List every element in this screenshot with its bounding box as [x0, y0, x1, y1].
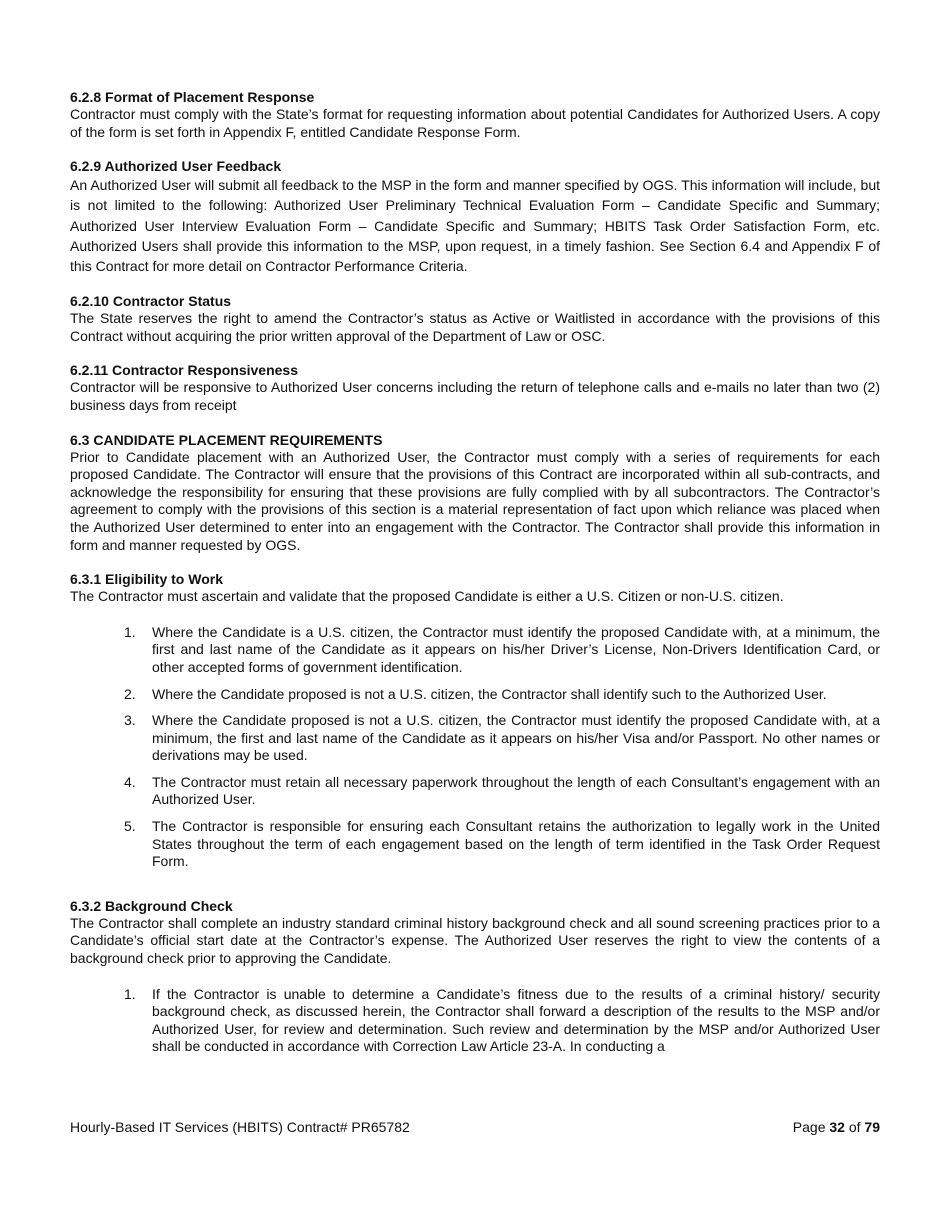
- section-body: The Contractor shall complete an industry standard criminal history background check and all sound screening practices prior to a Candidate’s official start date at the Contractor’s expense. The Authorized User reserves the right to view the contents of a background check prior to approving the Candidate.: [70, 914, 880, 967]
- section-body: Contractor must comply with the State’s format for requesting information about potential Candidates for Authorized Users. A copy of the form is set forth in Appendix F, entitled Candidate Response Form.: [70, 106, 880, 140]
- list-item: [70, 818, 880, 871]
- section-body: The State reserves the right to amend the Contractor’s status as Active or Waitlisted in accordance with the provisions of this Contract without acquiring the prior written approval of the Department of Law or OSC.: [70, 310, 880, 344]
- section-body: An Authorized User will submit all feedback to the MSP in the form and manner specified by OGS. This information will include, but is not limited to the following: Authorized User Preliminary Technical Evaluation Form – Candidate Specific and Summary; Authorized User Interview Evaluation Form – Candidate Specific and Summary; HBITS Task Order Satisfaction Form, etc. Authorized Users shall provide this information to the MSP, upon request, in a timely fashion. See Section 6.4 and Appendix F of this Contract for more detail on Contractor Performance Criteria.: [70, 177, 880, 274]
- list-number: 2.: [124, 685, 136, 702]
- section-6-3-2: [70, 897, 880, 1056]
- page-current: 32: [829, 1119, 845, 1135]
- page-total: 79: [864, 1119, 880, 1135]
- page-label: Page: [792, 1119, 826, 1135]
- list-item: [70, 774, 880, 809]
- section-heading: 6.2.8 Format of Placement Response: [70, 89, 315, 105]
- section-6-2-9: [70, 157, 880, 276]
- background-check-list: [70, 986, 880, 1056]
- section-6-2-8: [70, 88, 880, 141]
- section-heading: 6.2.10 Contractor Status: [70, 293, 232, 310]
- list-text: The Contractor must retain all necessary paperwork throughout the length of each Consultant’s engagement with an Authorized User.: [152, 773, 880, 808]
- section-6-3: [70, 431, 880, 555]
- list-text: Where the Candidate proposed is not a U.S. citizen, the Contractor must identify the proposed Candidate with, at a minimum, the first and last name of the Candidate as it appears on his/her Visa and/or Passport. No other names or derivations may be used.: [152, 712, 880, 764]
- section-heading: 6.2.9 Authorized User Feedback: [70, 158, 282, 175]
- footer-page-number: [793, 1118, 880, 1136]
- list-item: [70, 624, 880, 677]
- section-body: Prior to Candidate placement with an Authorized User, the Contractor must comply with a series of requirements for each proposed Candidate. The Contractor will ensure that the provisions of this Contract are incorporated within all sub-contracts, and acknowledge the responsibility for ensuring that these provisions are fully complied with by all subcontractors. The Contractor’s agreement to comply with the provisions of this section is a material representation of fact upon which reliance was placed when the Authorized User determined to enter into an engagement with the Contractor. The Contractor shall provide this information in form and manner requested by OGS.: [70, 448, 880, 553]
- list-text: If the Contractor is unable to determine a Candidate’s fitness due to the results of a criminal history/ security background check, as discussed herein, the Contractor shall forward a description of the results to the MSP and/or Authorized User, for review and determination. Such review and determination by the MSP and/or Authorized User shall be conducted in accordance with Correction Law Article 23-A. In conducting a: [152, 985, 880, 1055]
- section-body: Contractor will be responsive to Authorized User concerns including the return of telephone calls and e-mails no later than two (2) business days from receipt: [70, 379, 880, 413]
- section-6-2-11: [70, 361, 880, 414]
- section-body: The Contractor must ascertain and validate that the proposed Candidate is either a U.S. Citizen or non-U.S. citizen.: [70, 588, 784, 605]
- section-heading: 6.3.2 Background Check: [70, 897, 233, 914]
- list-number: 4.: [124, 773, 136, 790]
- list-text: Where the Candidate proposed is not a U.S. citizen, the Contractor shall identify such to the Authorized User.: [152, 685, 827, 702]
- page-of: of: [848, 1119, 861, 1135]
- section-6-2-10: [70, 292, 880, 345]
- eligibility-list: [70, 624, 880, 871]
- section-heading: 6.2.11 Contractor Responsiveness: [70, 362, 298, 379]
- section-heading: 6.3 CANDIDATE PLACEMENT REQUIREMENTS: [70, 431, 383, 448]
- footer-contract-title: Hourly-Based IT Services (HBITS) Contract# PR65782: [70, 1119, 410, 1135]
- list-text: The Contractor is responsible for ensuring each Consultant retains the authorization to legally work in the United States throughout the term of each engagement based on the length of term identified in the Task Order Request Form.: [152, 818, 880, 870]
- list-item: [70, 686, 880, 704]
- list-number: 5.: [124, 818, 136, 835]
- section-heading: 6.3.1 Eligibility to Work: [70, 571, 223, 588]
- section-6-3-1: [70, 570, 880, 871]
- list-item: [70, 986, 880, 1056]
- list-text: Where the Candidate is a U.S. citizen, the Contractor must identify the proposed Candidate with, at a minimum, the first and last name of the Candidate as it appears on his/her Driver’s License, Non-Drivers Identification Card, or other accepted forms of government identification.: [152, 623, 880, 675]
- document-page: [70, 88, 880, 1072]
- list-item: [70, 712, 880, 765]
- list-number: 3.: [124, 712, 136, 729]
- list-number: 1.: [124, 623, 136, 640]
- list-number: 1.: [124, 985, 136, 1002]
